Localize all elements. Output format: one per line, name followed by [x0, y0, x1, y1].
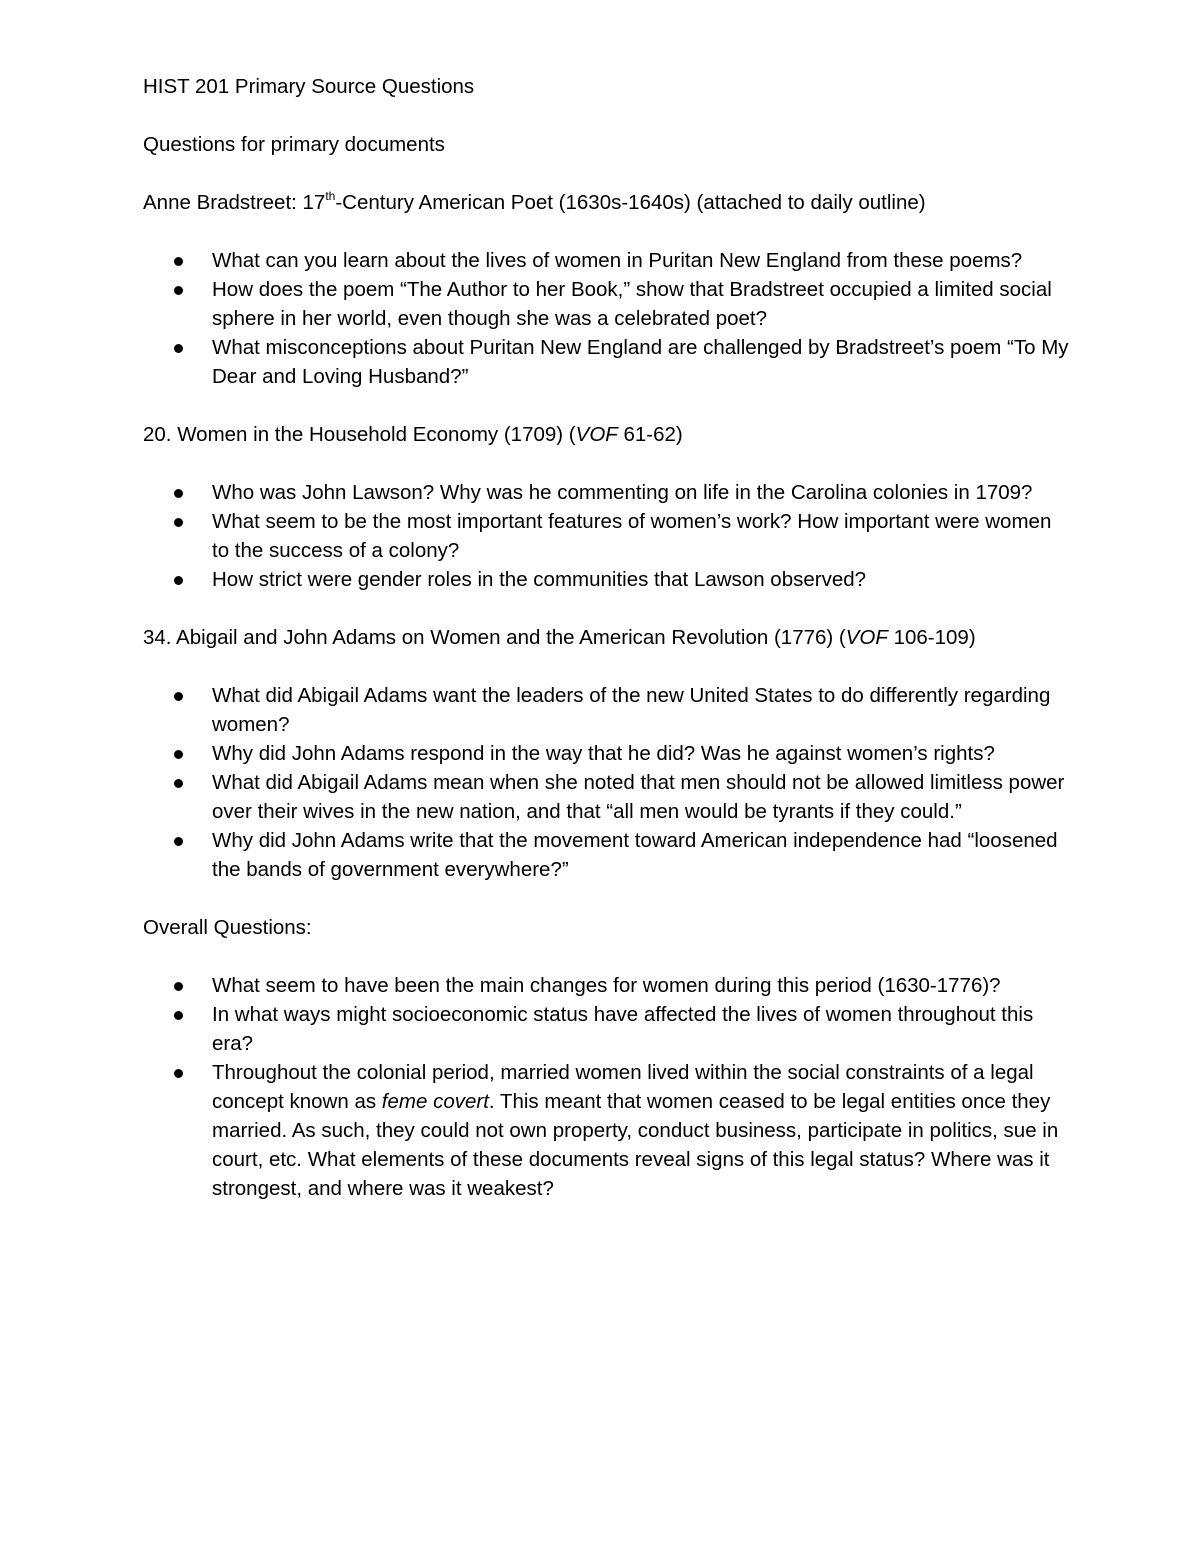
question-list-bradstreet — [143, 246, 1069, 391]
list-item: What misconceptions about Puritan New England are challenged by Bradstreet’s poem “To My Dear and Loving Husband?” — [143, 333, 1072, 391]
list-item: How does the poem “The Author to her Book,” show that Bradstreet occupied a limited social sphere in her world, even though she was a celebrated poet? — [143, 275, 1072, 333]
list-item: What did Abigail Adams want the leaders of the new United States to do differently regarding women? — [143, 681, 1072, 739]
list-item: What seem to have been the main changes for women during this period (1630-1776)? — [143, 971, 1072, 1000]
document-title: HIST 201 Primary Source Questions — [143, 75, 475, 98]
bullet-icon — [174, 576, 183, 585]
bullet-icon — [174, 1069, 183, 1078]
question-list-overall — [143, 971, 1063, 1203]
bullet-icon — [174, 750, 183, 759]
list-item: Throughout the colonial period, married women lived within the social constraints of a legal concept known as feme covert. This meant that women ceased to be legal entities once they married. As such, they could not own property, conduct business, participate in politics, sue in court, etc. What elements of these documents reveal signs of this legal status? Where was it strongest, and where was it weakest? — [143, 1058, 1072, 1203]
bullet-icon — [174, 257, 183, 266]
list-item: Why did John Adams write that the movement toward American independence had “loosened the bands of government everywhere?” — [143, 826, 1072, 884]
bullet-icon — [174, 692, 183, 701]
document-page — [143, 72, 1069, 1232]
list-item: Who was John Lawson? Why was he commenting on life in the Carolina colonies in 1709? — [143, 478, 1072, 507]
question-list-household-economy — [143, 478, 1063, 594]
document-subtitle: Questions for primary documents — [143, 133, 445, 156]
list-item: In what ways might socioeconomic status have affected the lives of women throughout this era? — [143, 1000, 1072, 1058]
bullet-icon — [174, 779, 183, 788]
section-heading-adams: 34. Abigail and John Adams on Women and the American Revolution (1776) (VOF 106-109) — [143, 626, 976, 649]
bullet-icon — [174, 286, 183, 295]
bullet-icon — [174, 518, 183, 527]
bullet-icon — [174, 489, 183, 498]
section-heading-bradstreet: Anne Bradstreet: 17th-Century American Poet (1630s-1640s) (attached to daily outline) — [143, 189, 926, 214]
bullet-icon — [174, 1011, 183, 1020]
question-list-adams — [143, 681, 1063, 884]
list-item: Why did John Adams respond in the way that he did? Was he against women’s rights? — [143, 739, 1072, 768]
list-item: What seem to be the most important features of women’s work? How important were women to the success of a colony? — [143, 507, 1072, 565]
bullet-icon — [174, 837, 183, 846]
list-item: What can you learn about the lives of women in Puritan New England from these poems? — [143, 246, 1072, 275]
section-heading-overall: Overall Questions: — [143, 916, 312, 939]
list-item: What did Abigail Adams mean when she noted that men should not be allowed limitless power over their wives in the new nation, and that “all men would be tyrants if they could.” — [143, 768, 1072, 826]
bullet-icon — [174, 982, 183, 991]
list-item: How strict were gender roles in the communities that Lawson observed? — [143, 565, 1072, 594]
bullet-icon — [174, 344, 183, 353]
section-heading-household-economy: 20. Women in the Household Economy (1709) (VOF 61-62) — [143, 423, 683, 446]
